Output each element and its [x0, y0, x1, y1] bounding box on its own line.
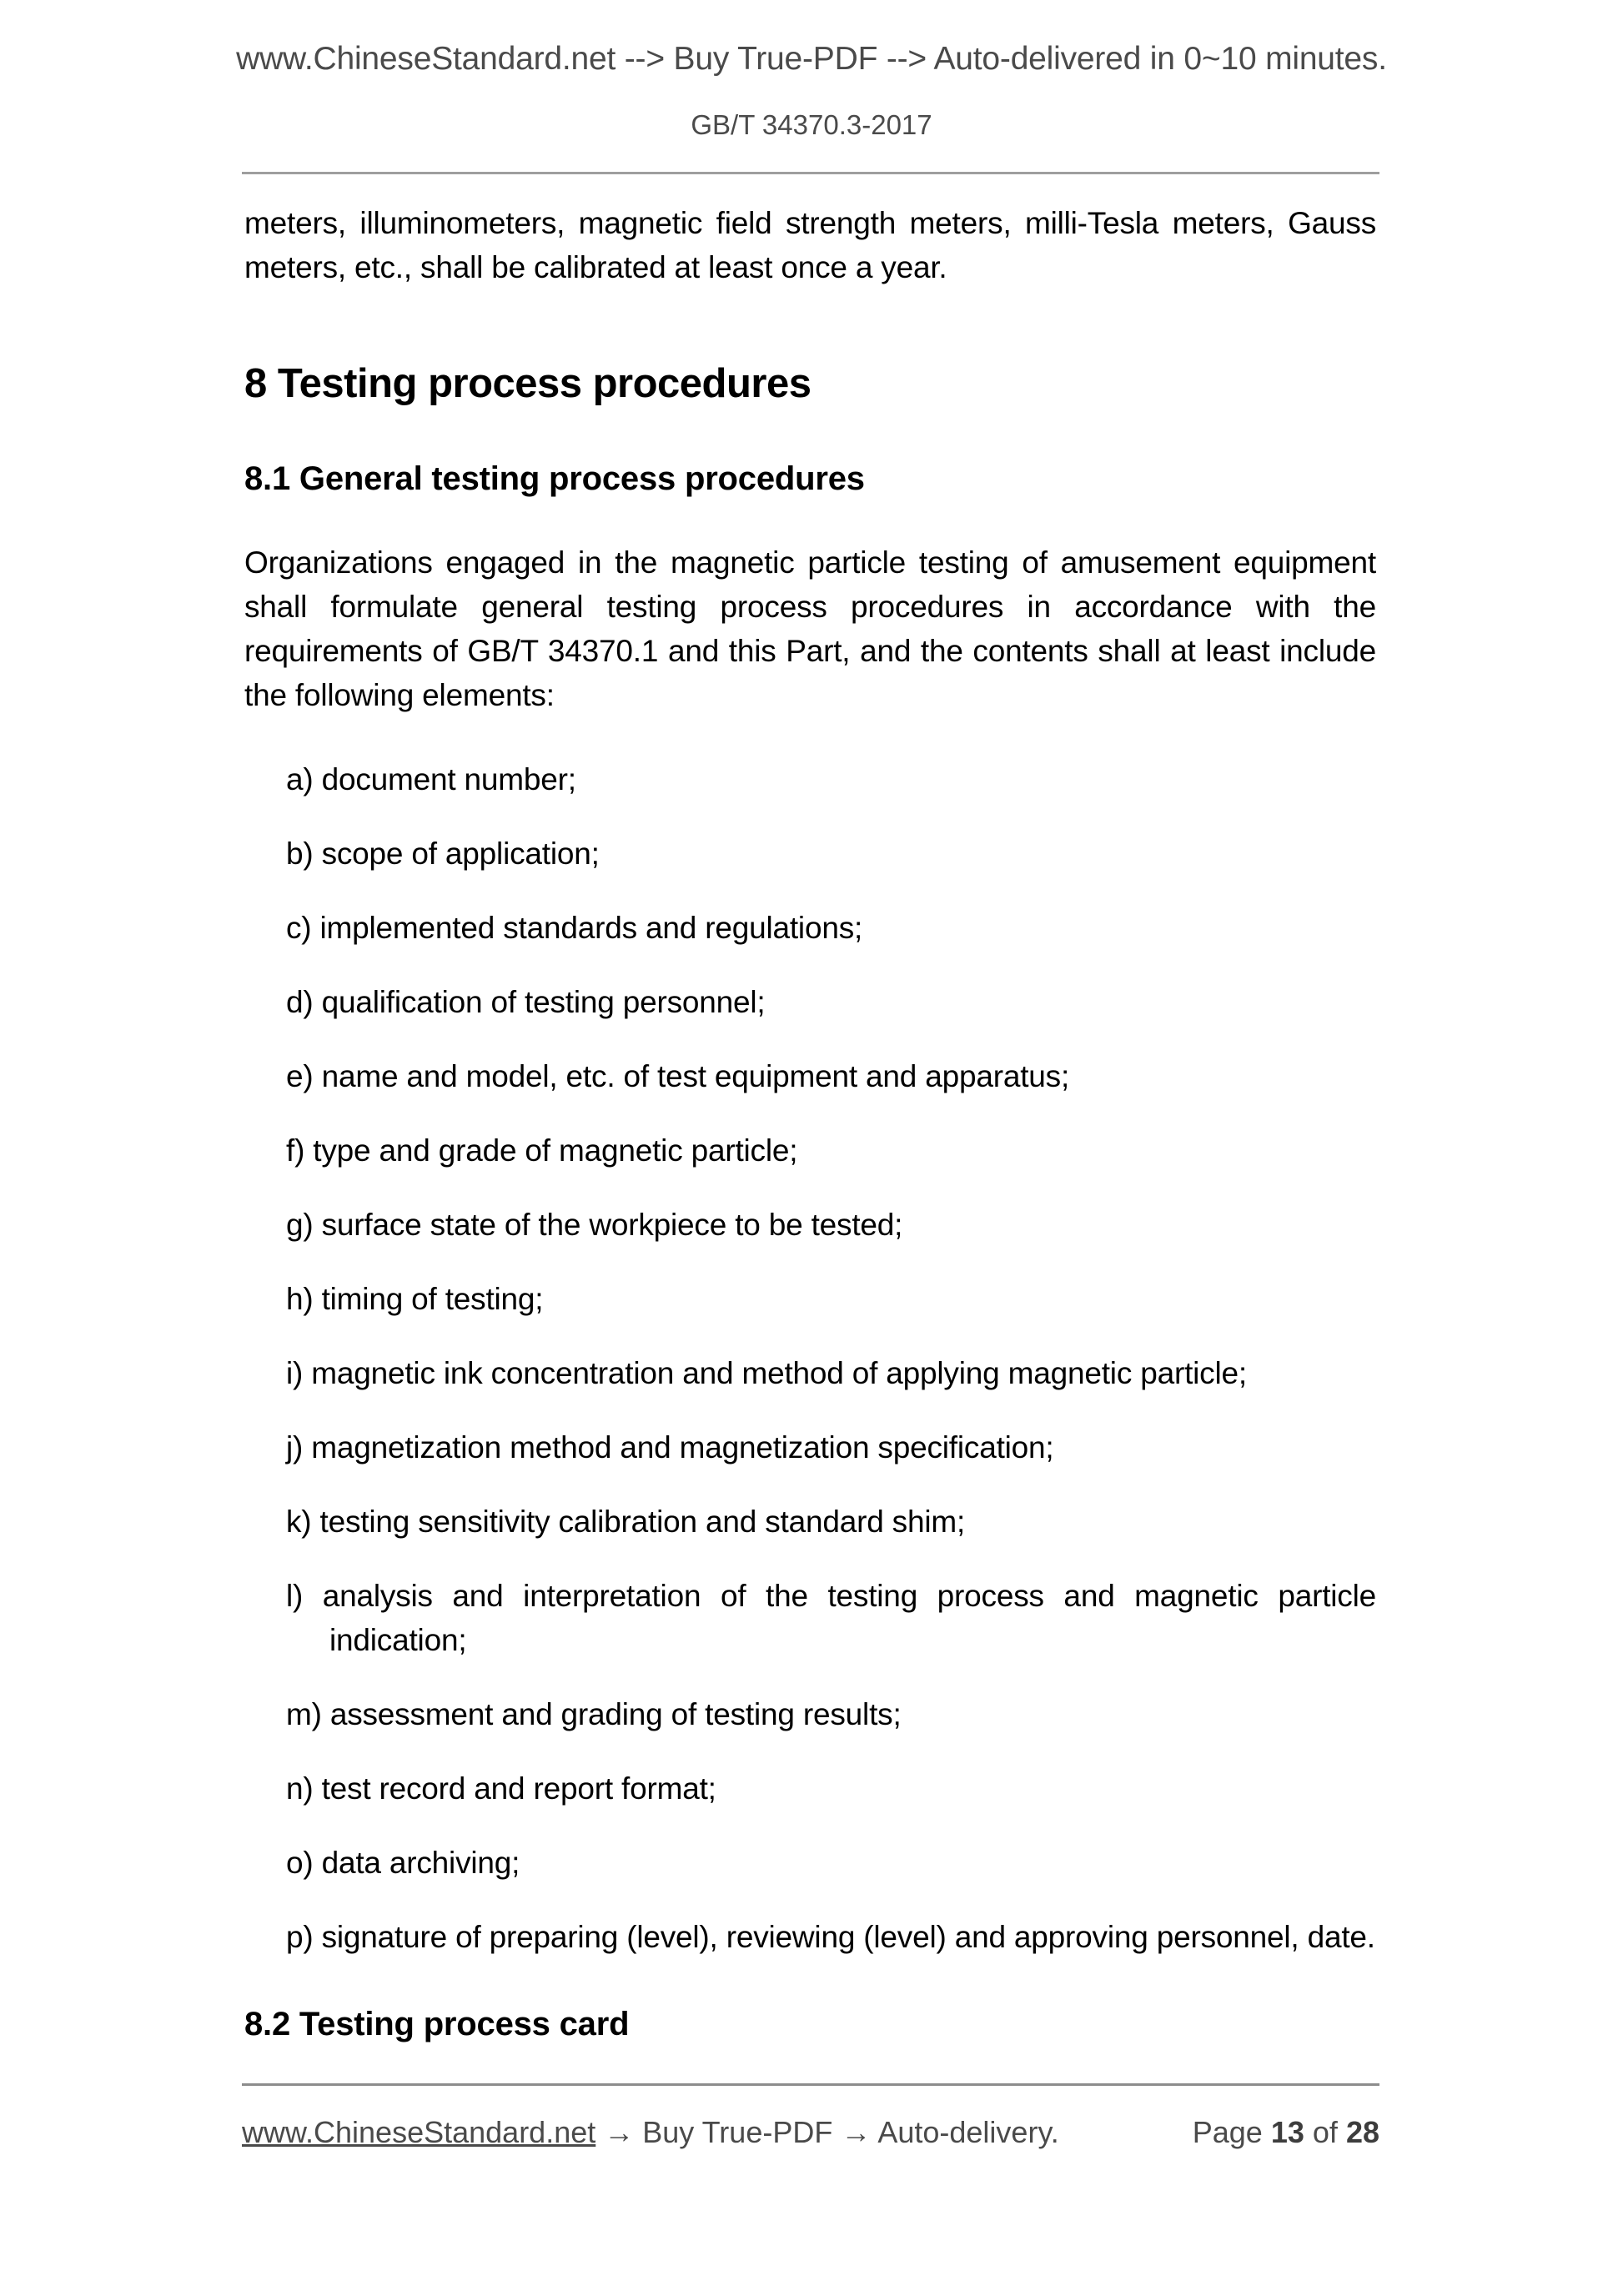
footer-divider — [242, 2083, 1379, 2086]
header-doc-number: GB/T 34370.3-2017 — [691, 109, 932, 140]
list-item: i) magnetic ink concentration and method of applying magnetic particle; — [286, 1356, 1247, 1390]
list-item: c) implemented standards and regulations; — [286, 911, 863, 945]
intro-paragraph: meters, illuminometers, magnetic field strength meters, milli-Tesla meters, Gauss meters, etc., shall be calibrated at least once a year. — [244, 206, 1376, 284]
list-item: k) testing sensitivity calibration and standard shim; — [286, 1505, 966, 1539]
list-item: a) document number; — [286, 762, 576, 796]
footer-page-total: 28 — [1345, 2115, 1379, 2149]
header-divider — [242, 172, 1379, 174]
header-tagline: www.ChineseStandard.net --> Buy True-PDF --> Auto-delivered in 0~10 minutes. — [236, 41, 1387, 77]
list-item: f) type and grade of magnetic particle; — [286, 1133, 798, 1168]
footer-page-label: Page — [1192, 2115, 1263, 2149]
page-footer — [242, 2083, 1379, 2151]
list-item: m) assessment and grading of testing results; — [286, 1697, 902, 1731]
list-item: b) scope of application; — [286, 837, 600, 871]
list-item: g) surface state of the workpiece to be tested; — [286, 1208, 903, 1242]
subsection-8-1-heading: 8.1 General testing process procedures — [244, 460, 865, 497]
footer-of-label: of — [1312, 2115, 1338, 2149]
footer-page-info — [1193, 2114, 1379, 2151]
elements-list — [244, 757, 1376, 1959]
footer-page-current: 13 — [1270, 2115, 1304, 2149]
footer-site-link[interactable]: www.ChineseStandard.net — [242, 2115, 596, 2149]
subsection-8-2-heading: 8.2 Testing process card — [244, 2006, 630, 2042]
list-item: n) test record and report format; — [286, 1771, 716, 1806]
list-item: j) magnetization method and magnetization specification; — [286, 1430, 1054, 1465]
subsection-8-1-paragraph: Organizations engaged in the magnetic particle testing of amusement equipment shall formulate general testing process procedures in accordance with the requirements of GB/T 34370.1 and this Part, and the contents shall at least include the following elements: — [244, 545, 1376, 712]
list-item: o) data archiving; — [286, 1846, 520, 1880]
section-8-heading: 8 Testing process procedures — [244, 361, 812, 406]
footer-row — [242, 2114, 1379, 2151]
footer-left — [242, 2114, 1059, 2151]
list-item: p) signature of preparing (level), reviewing (level) and approving personnel, date. — [286, 1920, 1375, 1954]
list-item: l) analysis and interpretation of the testing process and magnetic particle indication; — [286, 1579, 1376, 1657]
list-item: h) timing of testing; — [286, 1282, 544, 1316]
list-item: e) name and model, etc. of test equipment and apparatus; — [286, 1059, 1070, 1093]
document-content — [244, 201, 1376, 2044]
list-item: d) qualification of testing personnel; — [286, 985, 766, 1019]
page-header — [0, 0, 1623, 142]
footer-tagline: → Buy True-PDF → Auto-delivery. — [604, 2115, 1059, 2149]
